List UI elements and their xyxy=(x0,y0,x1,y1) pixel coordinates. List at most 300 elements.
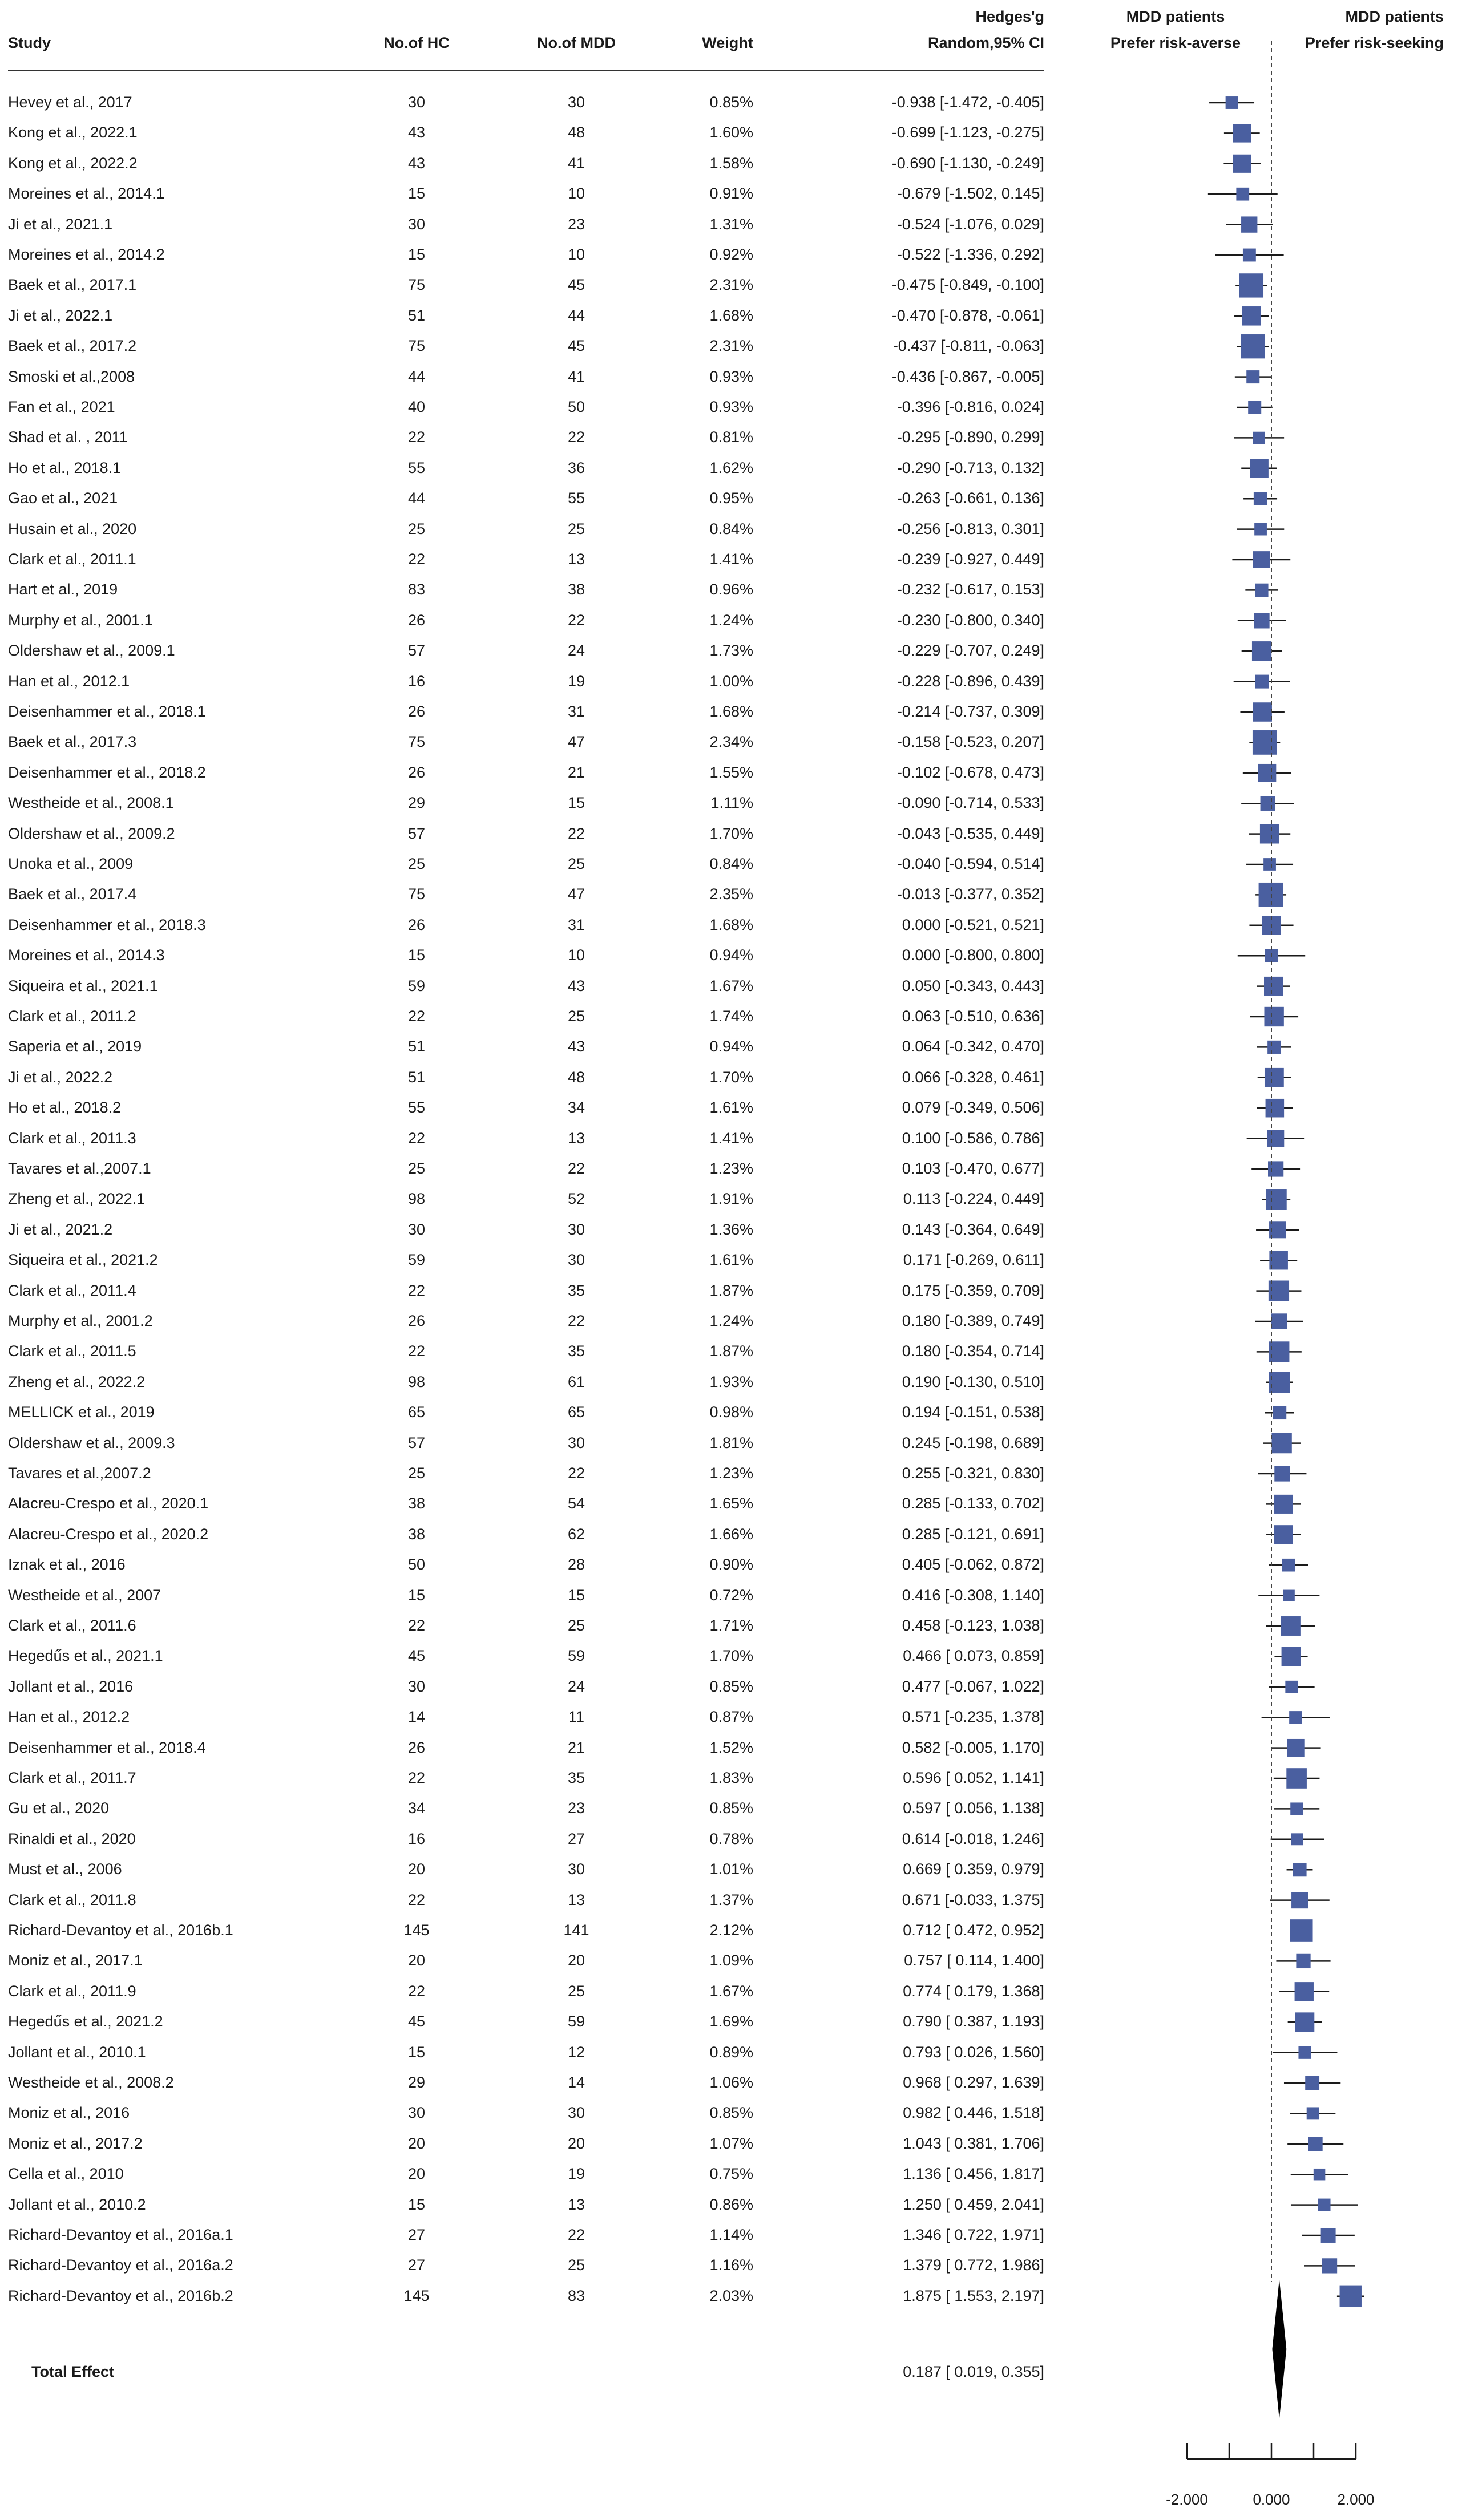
study-weight: 1.07% xyxy=(709,2134,753,2152)
study-name: Clark et al., 2011.9 xyxy=(8,1982,136,2000)
mdd-count: 25 xyxy=(567,855,585,872)
effect-marker xyxy=(1248,401,1261,414)
study-name: Westheide et al., 2008.2 xyxy=(8,2074,174,2091)
study-weight: 0.96% xyxy=(709,581,753,598)
effect-ci: 0.143 [-0.364, 0.649] xyxy=(902,1220,1044,1238)
column-header-effect-subtitle: Random,95% CI xyxy=(927,34,1044,51)
effect-ci: -0.228 [-0.896, 0.439] xyxy=(896,672,1044,690)
study-weight: 0.94% xyxy=(709,1038,753,1055)
effect-marker xyxy=(1264,977,1283,996)
hc-count: 14 xyxy=(407,1708,426,1726)
effect-marker xyxy=(1318,2199,1330,2211)
study-name: Westheide et al., 2007 xyxy=(8,1586,161,1604)
effect-ci: 0.285 [-0.133, 0.702] xyxy=(902,1495,1044,1512)
total-effect-label: Total Effect xyxy=(31,2363,115,2381)
effect-marker xyxy=(1267,1130,1285,1147)
effect-marker xyxy=(1253,551,1270,568)
study-weight: 0.93% xyxy=(709,367,753,385)
mdd-count: 21 xyxy=(567,1738,585,1756)
hc-count: 44 xyxy=(407,490,426,507)
mdd-count: 20 xyxy=(567,1952,585,1969)
study-name: Moniz et al., 2016 xyxy=(8,2104,130,2122)
study-name: Han et al., 2012.1 xyxy=(8,672,130,690)
study-name: Zheng et al., 2022.2 xyxy=(8,1373,146,1390)
study-name: Tavares et al.,2007.1 xyxy=(8,1160,151,1177)
effect-marker xyxy=(1321,2228,1336,2243)
effect-ci: 0.614 [-0.018, 1.246] xyxy=(902,1830,1044,1847)
study-name: Ji et al., 2022.1 xyxy=(8,306,113,324)
study-name: Clark et al., 2011.2 xyxy=(8,1008,136,1025)
effect-ci: 0.597 [ 0.056, 1.138] xyxy=(903,1799,1044,1817)
mdd-count: 30 xyxy=(567,1251,585,1269)
mdd-count: 65 xyxy=(567,1403,585,1421)
effect-ci: 0.458 [-0.123, 1.038] xyxy=(902,1617,1044,1634)
effect-marker xyxy=(1290,1802,1303,1815)
effect-marker xyxy=(1298,2046,1311,2058)
study-weight: 0.78% xyxy=(709,1830,753,1847)
study-name: Cella et al., 2010 xyxy=(8,2165,124,2183)
total-effect-ci: 0.187 [ 0.019, 0.355] xyxy=(903,2363,1044,2381)
study-weight: 2.31% xyxy=(709,337,753,355)
direction-right-title: MDD patients xyxy=(1345,8,1444,25)
study-name: Clark et al., 2011.6 xyxy=(8,1617,136,1634)
mdd-count: 20 xyxy=(567,2134,585,2152)
study-weight: 1.67% xyxy=(709,977,753,994)
effect-marker xyxy=(1267,1041,1281,1054)
mdd-count: 25 xyxy=(567,520,585,537)
study-name: Clark et al., 2011.5 xyxy=(8,1342,136,1360)
column-header-weight: Weight xyxy=(702,34,753,51)
study-name: Richard-Devantoy et al., 2016a.1 xyxy=(8,2226,233,2243)
hc-count: 25 xyxy=(407,1160,426,1177)
effect-ci: 0.103 [-0.470, 0.677] xyxy=(902,1160,1044,1177)
study-weight: 0.98% xyxy=(709,1403,753,1421)
mdd-count: 25 xyxy=(567,2256,585,2274)
effect-marker xyxy=(1271,1433,1291,1453)
study-weight: 0.95% xyxy=(709,490,753,507)
study-weight: 0.84% xyxy=(709,855,753,872)
effect-ci: 0.712 [ 0.472, 0.952] xyxy=(903,1922,1044,1939)
study-name: Rinaldi et al., 2020 xyxy=(8,1830,136,1847)
mdd-count: 28 xyxy=(567,1556,585,1574)
effect-ci: -0.396 [-0.816, 0.024] xyxy=(896,398,1044,415)
effect-marker xyxy=(1287,1739,1304,1757)
effect-marker xyxy=(1285,1681,1298,1693)
direction-right-subtitle: Prefer risk-seeking xyxy=(1304,34,1444,51)
effect-marker xyxy=(1253,432,1265,444)
mdd-count: 41 xyxy=(567,154,585,172)
effect-marker xyxy=(1250,459,1269,478)
effect-marker xyxy=(1265,1068,1284,1087)
effect-ci: -0.043 [-0.535, 0.449] xyxy=(896,824,1044,842)
effect-marker xyxy=(1260,824,1279,844)
study-weight: 1.09% xyxy=(709,1952,753,1969)
hc-count: 22 xyxy=(407,551,426,568)
hc-count: 57 xyxy=(407,1434,426,1451)
effect-marker xyxy=(1252,641,1271,661)
study-weight: 2.12% xyxy=(709,1922,753,1939)
effect-marker xyxy=(1282,1647,1301,1666)
study-weight: 1.70% xyxy=(709,824,753,842)
mdd-count: 25 xyxy=(567,1008,585,1025)
mdd-count: 31 xyxy=(567,916,585,933)
study-weight: 1.61% xyxy=(709,1251,753,1269)
hc-count: 25 xyxy=(407,520,426,537)
effect-ci: 0.477 [-0.067, 1.022] xyxy=(902,1677,1044,1695)
mdd-count: 30 xyxy=(567,2104,585,2122)
hc-count: 16 xyxy=(407,1830,426,1847)
study-name: Deisenhammer et al., 2018.3 xyxy=(8,916,206,933)
effect-ci: -0.256 [-0.813, 0.301] xyxy=(896,520,1044,537)
hc-count: 57 xyxy=(407,824,426,842)
hc-count: 55 xyxy=(407,1099,426,1117)
study-name: Gao et al., 2021 xyxy=(8,490,118,507)
effect-ci: 0.405 [-0.062, 0.872] xyxy=(902,1556,1044,1574)
effect-marker xyxy=(1241,216,1257,232)
study-name: Ji et al., 2021.2 xyxy=(8,1220,113,1238)
column-header-hc: No.of HC xyxy=(383,34,450,51)
effect-ci: 0.968 [ 0.297, 1.639] xyxy=(903,2074,1044,2091)
study-name: Baek et al., 2017.4 xyxy=(8,885,137,903)
study-weight: 1.70% xyxy=(709,1068,753,1086)
hc-count: 30 xyxy=(407,1677,426,1695)
mdd-count: 61 xyxy=(567,1373,585,1390)
effect-marker xyxy=(1243,249,1256,262)
effect-marker xyxy=(1282,1559,1295,1572)
mdd-count: 13 xyxy=(567,551,585,568)
study-weight: 0.84% xyxy=(709,520,753,537)
effect-ci: 0.175 [-0.359, 0.709] xyxy=(902,1281,1044,1299)
mdd-count: 44 xyxy=(567,306,585,324)
study-name: Richard-Devantoy et al., 2016b.2 xyxy=(8,2287,233,2304)
effect-ci: -0.679 [-1.502, 0.145] xyxy=(896,185,1044,203)
study-name: Hegedűs et al., 2021.2 xyxy=(8,2013,163,2030)
study-name: Smoski et al.,2008 xyxy=(8,367,135,385)
effect-ci: 0.000 [-0.521, 0.521] xyxy=(902,916,1044,933)
hc-count: 15 xyxy=(407,2043,426,2061)
study-name: Oldershaw et al., 2009.1 xyxy=(8,642,175,660)
effect-marker xyxy=(1258,764,1277,782)
hc-count: 51 xyxy=(407,1068,426,1086)
effect-marker xyxy=(1264,1007,1283,1026)
study-name: Saperia et al., 2019 xyxy=(8,1038,142,1055)
effect-marker xyxy=(1263,858,1276,871)
hc-count: 15 xyxy=(407,1586,426,1604)
study-name: Clark et al., 2011.4 xyxy=(8,1281,136,1299)
hc-count: 22 xyxy=(407,1769,426,1786)
hc-count: 22 xyxy=(407,1617,426,1634)
mdd-count: 55 xyxy=(567,490,585,507)
mdd-count: 15 xyxy=(567,794,585,812)
hc-count: 29 xyxy=(407,794,426,812)
study-name: Kong et al., 2022.1 xyxy=(8,124,138,141)
study-name: Zheng et al., 2022.1 xyxy=(8,1190,146,1208)
effect-marker xyxy=(1307,2107,1319,2119)
study-weight: 0.85% xyxy=(709,1677,753,1695)
study-name: Oldershaw et al., 2009.2 xyxy=(8,824,175,842)
mdd-count: 13 xyxy=(567,1129,585,1147)
effect-marker xyxy=(1253,730,1277,755)
mdd-count: 50 xyxy=(567,398,585,415)
effect-ci: 0.100 [-0.586, 0.786] xyxy=(902,1129,1044,1147)
study-weight: 1.24% xyxy=(709,611,753,629)
effect-marker xyxy=(1266,1099,1285,1118)
study-name: Husain et al., 2020 xyxy=(8,520,137,537)
study-name: Unoka et al., 2009 xyxy=(8,855,134,872)
mdd-count: 52 xyxy=(567,1190,585,1208)
effect-marker xyxy=(1269,1341,1289,1362)
study-name: Moniz et al., 2017.1 xyxy=(8,1952,143,1969)
hc-count: 27 xyxy=(407,2256,426,2274)
mdd-count: 83 xyxy=(567,2287,585,2304)
study-name: Siqueira et al., 2021.1 xyxy=(8,977,158,994)
effect-marker xyxy=(1241,334,1265,358)
study-name: Moreines et al., 2014.1 xyxy=(8,185,165,203)
hc-count: 22 xyxy=(407,1891,426,1908)
effect-ci: -0.938 [-1.472, -0.405] xyxy=(891,94,1044,111)
hc-count: 43 xyxy=(407,124,426,141)
hc-count: 44 xyxy=(407,367,426,385)
hc-count: 145 xyxy=(403,2287,430,2304)
study-weight: 1.58% xyxy=(709,154,753,172)
effect-marker xyxy=(1289,1711,1302,1724)
mdd-count: 22 xyxy=(567,428,585,446)
effect-marker xyxy=(1340,2286,1362,2307)
effect-ci: 1.379 [ 0.772, 1.986] xyxy=(903,2256,1044,2274)
study-weight: 0.75% xyxy=(709,2165,753,2183)
effect-marker xyxy=(1239,273,1263,297)
hc-count: 26 xyxy=(407,1738,426,1756)
study-weight: 0.86% xyxy=(709,2195,753,2213)
hc-count: 29 xyxy=(407,2074,426,2091)
study-weight: 1.62% xyxy=(709,459,753,476)
study-weight: 1.01% xyxy=(709,1860,753,1878)
effect-ci: 0.793 [ 0.026, 1.560] xyxy=(903,2043,1044,2061)
hc-count: 22 xyxy=(407,428,426,446)
mdd-count: 10 xyxy=(567,246,585,263)
effect-ci: -0.475 [-0.849, -0.100] xyxy=(891,276,1044,294)
study-name: Han et al., 2012.2 xyxy=(8,1708,130,1726)
effect-marker xyxy=(1236,188,1249,201)
study-weight: 1.67% xyxy=(709,1982,753,2000)
study-name: Kong et al., 2022.2 xyxy=(8,154,138,172)
study-name: Fan et al., 2021 xyxy=(8,398,115,415)
study-weight: 0.94% xyxy=(709,946,753,964)
hc-count: 15 xyxy=(407,946,426,964)
mdd-count: 59 xyxy=(567,1647,585,1665)
effect-ci: -0.437 [-0.811, -0.063] xyxy=(892,337,1044,355)
study-name: Westheide et al., 2008.1 xyxy=(8,794,174,812)
study-weight: 0.85% xyxy=(709,94,753,111)
study-name: Jollant et al., 2010.2 xyxy=(8,2195,146,2213)
mdd-count: 45 xyxy=(567,276,585,294)
hc-count: 22 xyxy=(407,1129,426,1147)
study-name: Murphy et al., 2001.2 xyxy=(8,1312,153,1329)
hc-count: 57 xyxy=(407,642,426,660)
effect-marker xyxy=(1253,702,1272,722)
effect-marker xyxy=(1255,675,1269,689)
effect-ci: 0.582 [-0.005, 1.170] xyxy=(902,1738,1044,1756)
hc-count: 20 xyxy=(407,2134,426,2152)
study-weight: 1.68% xyxy=(709,703,753,720)
effect-marker xyxy=(1305,2076,1319,2090)
effect-ci: 0.180 [-0.354, 0.714] xyxy=(902,1342,1044,1360)
study-weight: 1.74% xyxy=(709,1008,753,1025)
mdd-count: 22 xyxy=(567,611,585,629)
effect-ci: -0.214 [-0.737, 0.309] xyxy=(896,703,1044,720)
study-name: Hevey et al., 2017 xyxy=(8,94,132,111)
effect-ci: 0.255 [-0.321, 0.830] xyxy=(902,1465,1044,1482)
study-weight: 1.52% xyxy=(709,1738,753,1756)
hc-count: 26 xyxy=(407,611,426,629)
effect-ci: -0.158 [-0.523, 0.207] xyxy=(896,733,1044,751)
hc-count: 98 xyxy=(407,1373,426,1390)
study-weight: 0.87% xyxy=(709,1708,753,1726)
study-name: Clark et al., 2011.3 xyxy=(8,1129,136,1147)
study-name: Tavares et al.,2007.2 xyxy=(8,1465,151,1482)
mdd-count: 10 xyxy=(567,946,585,964)
effect-marker xyxy=(1295,1982,1314,2001)
effect-marker xyxy=(1269,1251,1288,1270)
hc-count: 65 xyxy=(407,1403,426,1421)
effect-ci: 0.194 [-0.151, 0.538] xyxy=(902,1403,1044,1421)
hc-count: 45 xyxy=(407,2013,426,2030)
mdd-count: 30 xyxy=(567,94,585,111)
effect-marker xyxy=(1295,2012,1315,2032)
study-name: Iznak et al., 2016 xyxy=(8,1556,126,1574)
effect-marker xyxy=(1233,155,1251,173)
study-weight: 1.91% xyxy=(709,1190,753,1208)
study-name: Siqueira et al., 2021.2 xyxy=(8,1251,158,1269)
study-name: Richard-Devantoy et al., 2016a.2 xyxy=(8,2256,233,2274)
study-name: Deisenhammer et al., 2018.2 xyxy=(8,763,206,781)
effect-marker xyxy=(1226,96,1238,109)
effect-ci: -0.436 [-0.867, -0.005] xyxy=(891,367,1044,385)
mdd-count: 31 xyxy=(567,703,585,720)
effect-marker xyxy=(1254,613,1269,628)
study-weight: 1.73% xyxy=(709,642,753,660)
hc-count: 43 xyxy=(407,154,426,172)
effect-marker xyxy=(1274,1466,1290,1481)
study-weight: 1.83% xyxy=(709,1769,753,1786)
mdd-count: 36 xyxy=(567,459,585,476)
study-weight: 1.93% xyxy=(709,1373,753,1390)
effect-marker xyxy=(1254,523,1267,536)
study-weight: 2.34% xyxy=(709,733,753,751)
study-name: Hegedűs et al., 2021.1 xyxy=(8,1647,163,1665)
mdd-count: 35 xyxy=(567,1769,585,1786)
effect-ci: 0.190 [-0.130, 0.510] xyxy=(902,1373,1044,1390)
mdd-count: 11 xyxy=(568,1708,585,1726)
study-weight: 0.89% xyxy=(709,2043,753,2061)
study-weight: 1.14% xyxy=(709,2226,753,2243)
hc-count: 75 xyxy=(407,276,426,294)
hc-count: 26 xyxy=(407,1312,426,1329)
hc-count: 15 xyxy=(407,2195,426,2213)
effect-marker xyxy=(1273,1406,1286,1419)
study-name: Ji et al., 2022.2 xyxy=(8,1068,113,1086)
study-weight: 1.81% xyxy=(709,1434,753,1451)
effect-ci: -0.090 [-0.714, 0.533] xyxy=(896,794,1044,812)
hc-count: 20 xyxy=(407,2165,426,2183)
hc-count: 20 xyxy=(407,1952,426,1969)
mdd-count: 35 xyxy=(567,1281,585,1299)
study-name: Murphy et al., 2001.1 xyxy=(8,611,153,629)
mdd-count: 48 xyxy=(567,1068,585,1086)
study-weight: 1.60% xyxy=(709,124,753,141)
mdd-count: 10 xyxy=(567,185,585,203)
hc-count: 38 xyxy=(407,1525,426,1543)
effect-marker xyxy=(1322,2258,1337,2273)
study-name: Must et al., 2006 xyxy=(8,1860,122,1878)
effect-marker xyxy=(1233,124,1251,142)
effect-marker xyxy=(1291,1892,1308,1908)
hc-count: 22 xyxy=(407,1982,426,2000)
effect-marker xyxy=(1293,1863,1306,1876)
study-name: Jollant et al., 2016 xyxy=(8,1677,134,1695)
study-name: Oldershaw et al., 2009.3 xyxy=(8,1434,175,1451)
x-tick-label: 0.000 xyxy=(1253,2491,1290,2508)
study-name: Clark et al., 2011.7 xyxy=(8,1769,136,1786)
hc-count: 16 xyxy=(407,672,426,690)
study-weight: 0.92% xyxy=(709,246,753,263)
study-name: Richard-Devantoy et al., 2016b.1 xyxy=(8,1922,233,1939)
study-weight: 0.85% xyxy=(709,2104,753,2122)
mdd-count: 30 xyxy=(567,1434,585,1451)
mdd-count: 25 xyxy=(567,1617,585,1634)
effect-ci: 0.790 [ 0.387, 1.193] xyxy=(903,2013,1044,2030)
hc-count: 22 xyxy=(407,1281,426,1299)
effect-ci: -0.470 [-0.878, -0.061] xyxy=(891,306,1044,324)
effect-marker xyxy=(1269,1372,1290,1393)
study-name: Baek et al., 2017.3 xyxy=(8,733,137,751)
study-weight: 1.31% xyxy=(709,215,753,233)
effect-ci: -0.524 [-1.076, 0.029] xyxy=(896,215,1044,233)
study-name: Alacreu-Crespo et al., 2020.1 xyxy=(8,1495,209,1512)
study-weight: 1.87% xyxy=(709,1342,753,1360)
study-weight: 1.11% xyxy=(710,794,753,812)
study-weight: 2.31% xyxy=(709,276,753,294)
study-weight: 1.69% xyxy=(709,2013,753,2030)
mdd-count: 22 xyxy=(567,824,585,842)
effect-ci: 0.113 [-0.224, 0.449] xyxy=(903,1190,1044,1208)
hc-count: 51 xyxy=(407,306,426,324)
hc-count: 20 xyxy=(407,1860,426,1878)
mdd-count: 23 xyxy=(567,1799,585,1817)
effect-ci: 0.245 [-0.198, 0.689] xyxy=(902,1434,1044,1451)
effect-ci: 0.066 [-0.328, 0.461] xyxy=(902,1068,1044,1086)
hc-count: 30 xyxy=(407,2104,426,2122)
mdd-count: 15 xyxy=(567,1586,585,1604)
study-name: Baek et al., 2017.2 xyxy=(8,337,137,355)
hc-count: 51 xyxy=(407,1038,426,1055)
effect-ci: 0.050 [-0.343, 0.443] xyxy=(902,977,1044,994)
effect-marker xyxy=(1296,1954,1310,1968)
effect-ci: 1.136 [ 0.456, 1.817] xyxy=(903,2165,1044,2183)
study-name: Baek et al., 2017.1 xyxy=(8,276,137,294)
hc-count: 59 xyxy=(407,1251,426,1269)
effect-ci: 0.669 [ 0.359, 0.979] xyxy=(903,1860,1044,1878)
effect-marker xyxy=(1286,1768,1307,1789)
effect-marker xyxy=(1314,2169,1326,2181)
effect-ci: 0.596 [ 0.052, 1.141] xyxy=(903,1769,1044,1786)
study-weight: 0.90% xyxy=(709,1556,753,1574)
effect-ci: -0.040 [-0.594, 0.514] xyxy=(896,855,1044,872)
mdd-count: 22 xyxy=(567,1465,585,1482)
study-weight: 1.37% xyxy=(709,1891,753,1908)
mdd-count: 19 xyxy=(567,2165,585,2183)
effect-marker xyxy=(1254,492,1267,505)
